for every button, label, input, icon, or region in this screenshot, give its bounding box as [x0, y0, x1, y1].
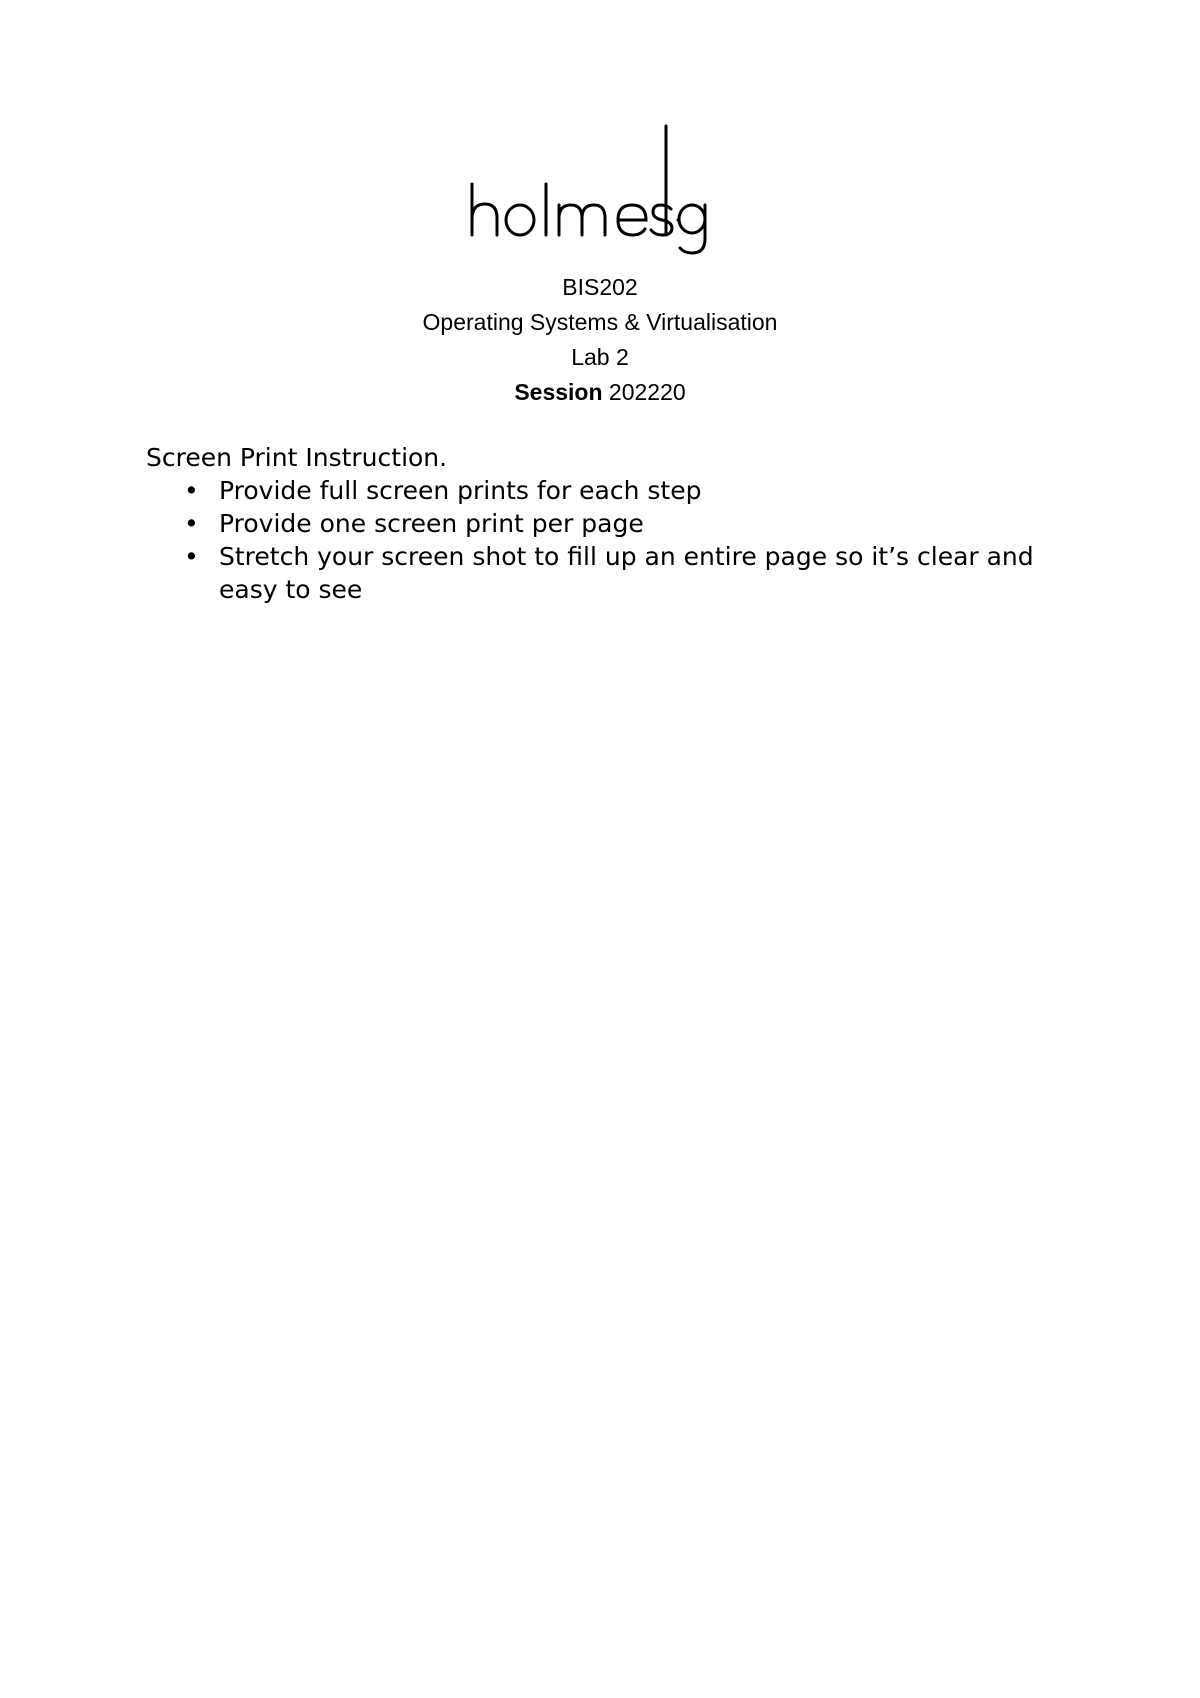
holmesglen-logo [468, 122, 738, 257]
course-header [0, 270, 1200, 410]
screen-print-instructions [146, 441, 1046, 606]
bullet-icon: • [184, 476, 199, 505]
list-item-text: Provide one screen print per page [219, 509, 644, 538]
course-title: Operating Systems & Virtualisation [422, 309, 778, 335]
bullet-icon: • [184, 509, 199, 538]
list-item [146, 540, 1046, 606]
list-item-text: Provide full screen prints for each step [219, 476, 702, 505]
list-item-text: Stretch your screen shot to fill up an entire page so it’s clear and easy to see [219, 542, 1034, 604]
bullet-icon: • [184, 542, 199, 571]
list-item [146, 507, 1046, 540]
session-value: 202220 [608, 379, 686, 405]
course-code: BIS202 [562, 274, 638, 300]
session-line [0, 375, 1200, 410]
instructions-list [146, 474, 1046, 606]
list-item [146, 474, 1046, 507]
lab-number: Lab 2 [571, 344, 629, 370]
instructions-title: Screen Print Instruction. [146, 443, 448, 472]
session-label: Session [514, 379, 603, 405]
